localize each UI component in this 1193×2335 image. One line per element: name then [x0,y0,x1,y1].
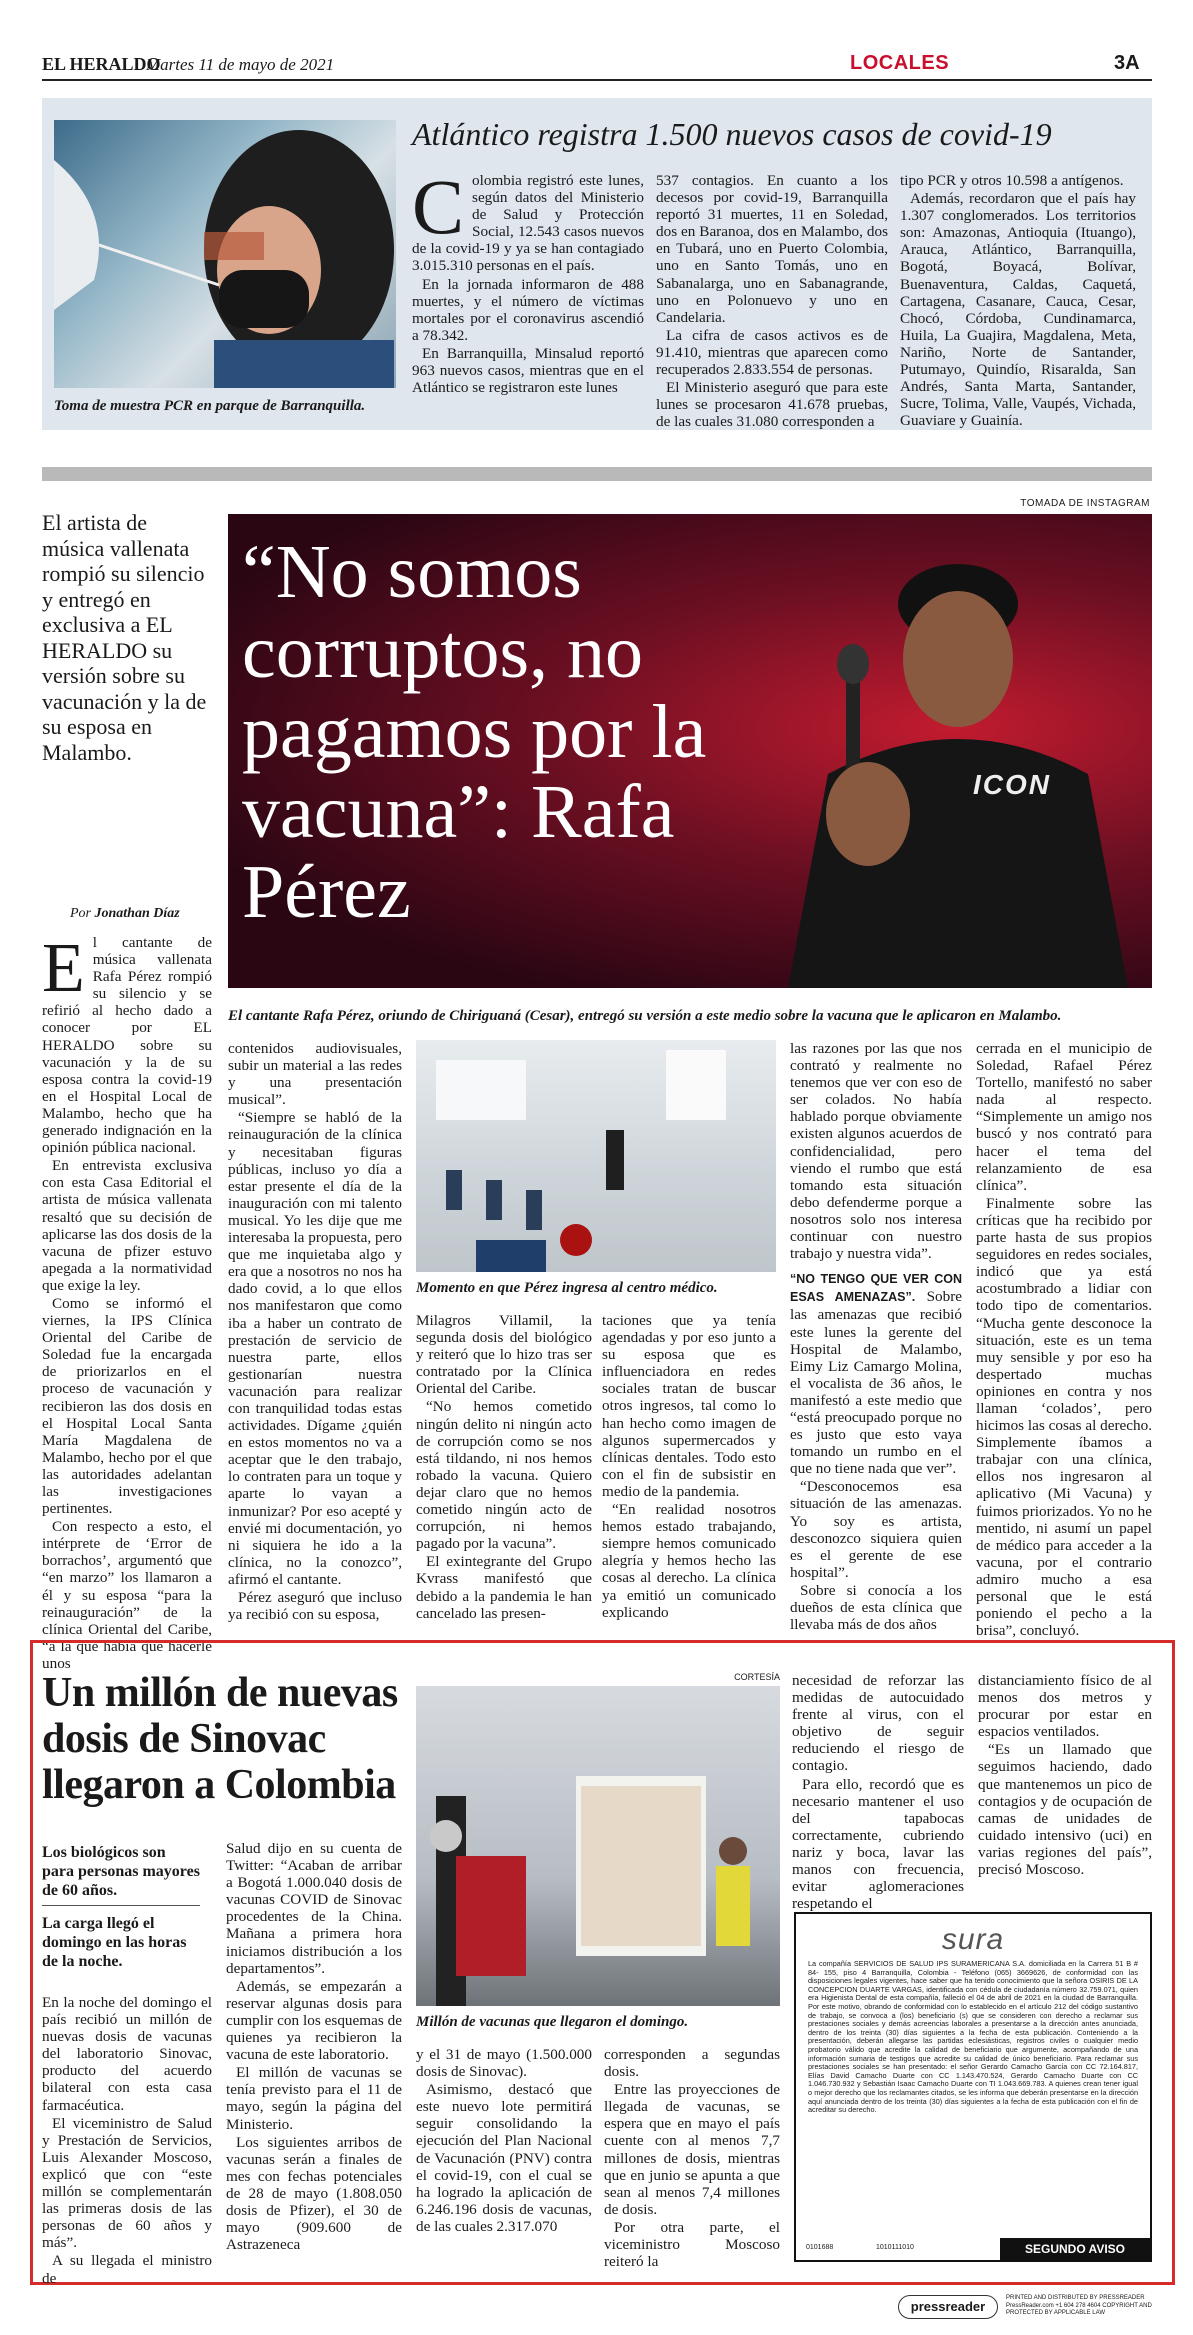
sinovac-col-5 [792,1672,964,1913]
header-rule [42,79,1152,81]
sinovac-headline: Un millón de nuevas dosis de Sinovac llegaron a Colombia [42,1670,398,1808]
sinovac-paragraph: Los siguientes arribos de vacunas serán a finales de mes con fechas potenciales de 28 de mayo (1.808.050 dosis de Pfizer), el 30 de mayo (909.600 de Astrazeneca [226,2133,402,2254]
rafa-dropcap: E [42,930,85,1007]
clinic-photo [416,1040,776,1272]
covid-paragraph: El Ministerio aseguró que para este lunes se procesaron 41.678 pruebas, de las cuales 31.080 corresponden a [656,379,888,431]
rafa-paragraph: Como se informó el viernes, la IPS Clínica Oriental del Caribe de Soledad fue la encargada de priorizarlos en el proceso de vacunación y recibieron las dos dosis en el Hospital Local Santa María Magdalena de Malambo, hecho por el que las autoridades adelantan las investigaciones pertinentes. [42,1294,212,1518]
rafa-paragraph: taciones que ya tenía agendadas y por eso junto a su esposa que es influenciadora en redes sociales tratan de buscar otros ingresos, tal como lo han hecho como imagen de algunos supermercados y clínicas dentales. Todo esto con el fin de subsistir en medio de la pandemia. [602,1312,776,1500]
rafa-paragraph: contenidos audiovisuales, subir un material a las redes y una presentación musical”. [228,1040,402,1109]
pressreader-notice: PRINTED AND DISTRIBUTED BY PRESSREADER PressReader.com +1 604 278 4604 COPYRIGHT AND PROTECTED BY APPLICABLE LAW [1006,2295,1152,2316]
rafa-paragraph: El exintegrante del Grupo Kvrass manifestó que debido a la pandemia le han cancelado las presen- [416,1553,592,1622]
rafa-deck: El artista de música vallenata rompió su silencio y entregó en exclusiva a EL HERALDO su versión sobre su vacunación y la de su esposa en Malambo. [42,510,207,765]
sinovac-deck-1: Los biológicos son para personas mayores de 60 años. [42,1844,200,1899]
rafa-headline: “No somos corruptos, no pagamos por la vacuna”: Rafa Pérez [242,530,707,934]
covid-col-2 [656,172,888,431]
sura-footer [796,2238,1150,2260]
sinovac-paragraph: A su llegada el ministro de [42,2252,212,2287]
section-separator [42,467,1152,481]
covid-paragraph: La cifra de casos activos es de 91.410, mientras que aparecen como recuperados 2.833.554 de personas. [656,326,888,379]
pressreader-brand: pressreader [910,2299,986,2314]
page-header [42,50,1152,80]
rafa-col-4 [602,1312,776,1622]
covid-col-1 [412,163,644,397]
rafa-paragraph: “No hemos cometido ningún delito ni ningún acto de corrupción como se nos está tildando, ni nos hemos robado la vacuna. Quiero dejar claro que no hemos cometido ningún acto de corrupción, ni hemos pagado por la vacuna”. [416,1398,592,1553]
shirt-logo: ICON [973,769,1051,800]
clinic-illustration [416,1040,776,1272]
rafa-subhead: “NO TENGO QUE VER CON ESAS AMENAZAS”. [790,1272,962,1305]
rafa-paragraph: “Siempre se habló de la reinauguración de la clínica y necesitaban figuras públicas, incluso yo día a estar presente el día de la inauguración con mi talento musical. Yo les dije que me interesaba la propuesta, pero que me inquietaba algo y era que a nosotros no nos ha dado covid, a lo que ellos nos manifestaron que como iba a haber un contrato de prestación de servicio de nuestra parte, ellos gestionarían nuestra vacunación para realizar con tranquilidad todas estas actividades. Dígame ¿quién en estos momentos no va a aceptar que le den trabajo, lo contraten para un toque y aparte lo vayan a inmunizar? Por eso acepté y envié mi documentación, yo ni siquiera he ido a la clínica, no la conozco”, afirmó el cantante. [228,1109,402,1588]
rafa-caption: El cantante Rafa Pérez, oriundo de Chiriguaná (Cesar), entregó su versión a este medio sobre la vacuna que le aplicaron en Malambo. [228,1008,1062,1024]
sinovac-col-4 [604,2046,780,2271]
sinovac-col-1 [42,1994,212,2288]
rafa-paragraph: Pérez aseguró que incluso ya recibió con su esposa, [228,1589,402,1624]
sinovac-paragraph: Salud dijo en su cuenta de Twitter: “Acaban de arribar a Bogotá 1.000.040 dosis de vacunas COVID de Sinovac procedentes de la China. Mañana a primera hora iniciamos distribución a los departamentos”. [226,1840,402,1977]
covid-col-3 [900,172,1136,430]
covid-paragraph: 537 contagios. En cuanto a los decesos por covid-19, Barranquilla reportó 31 muertes, 11 en Soledad, dos en Baranoa, dos en Malambo, dos en Tubará, uno en Puerto Colombia, uno en Santo Tomás, uno en Sabanalarga, uno en Sabanagrande, uno en Polonuevo y uno en Candelaria. [656,172,888,326]
deck-rule [42,1905,200,1906]
rafa-col-5 [790,1040,962,1634]
ad-code: 0101688 [806,2244,834,2251]
header-date: Martes 11 de mayo de 2021 [146,55,335,74]
sinovac-paragraph: corresponden a segundas dosis. [604,2046,780,2081]
rafa-col-1 [42,930,212,1673]
vaccine-caption: Millón de vacunas que llegaron el domingo. [416,2014,689,2030]
pcr-illustration [54,120,396,388]
sinovac-col-6 [978,1672,1152,1879]
covid-paragraph: En Barranquilla, Minsalud reportó 963 nuevos casos, mientras que en el Atlántico se registraron este lunes [412,344,644,397]
rafa-paragraph: Sobre si conocía a los dueños de esta clínica que llevaba más de dos años [790,1581,962,1634]
sinovac-paragraph: Además, se empezarán a reservar algunas dosis para cumplir con los esquemas de quienes ya recibieron la vacuna de este laboratorio. [226,1977,402,2064]
clinic-caption: Momento en que Pérez ingresa al centro médico. [416,1280,718,1296]
sinovac-paragraph: Entre las proyecciones de llegada de vacunas, se espera que en mayo el país cuente con al menos 7,7 millones de dosis, mientras que en junio se apunta a que sean al menos 7,4 millones de dosis. [604,2081,780,2218]
rafa-paragraph: las razones por las que nos contrató y realmente no tenemos que ver con eso de ser colados. No había hablado porque obviamente existen algunos acuerdos de confidencialidad, pero viendo el rumbo que está tomando esta situación debo defenderme porque a nosotros solo nos interesa continuar con nuestro trabajo y nuestra vida”. [790,1040,962,1263]
covid-paragraph: tipo PCR y otros 10.598 a antígenos. [900,172,1124,189]
rafa-subhead-para [790,1270,962,1477]
rafa-col-3 [416,1312,592,1623]
sinovac-paragraph: distanciamiento físico de al menos dos metros y procurar por estar en espacios ventilados. [978,1672,1152,1741]
rafa-paragraph: Milagros Villamil, la segunda dosis del biológico y reiteró que lo hizo tras ser contratado por la Clínica Oriental del Caribe. [416,1312,592,1398]
byline-author: Jonathan Díaz [94,906,180,921]
sinovac-paragraph: Asimismo, destacó que este nuevo lote permitirá seguir consolidando la ejecución del Plan Nacional de Vacunación (PNV) contra el covid-19, con el cual se ha logrado la aplicación de 6.246.196 dosis de vacunas, de las cuales 2.317.070 [416,2081,592,2235]
second-notice-badge: SEGUNDO AVISO [1000,2238,1150,2260]
page-number: 3A [1114,52,1140,74]
sinovac-col-2 [226,1840,402,2254]
byline [70,906,180,922]
sinovac-paragraph: y el 31 de mayo (1.500.000 dosis de Sinovac). [416,2046,592,2081]
vaccine-illustration [416,1686,780,2006]
sinovac-paragraph: En la noche del domingo el país recibió un millón de nuevas dosis de vacunas del laboratorio Sinovac, producto del acuerdo bilateral con esta casa farmacéutica. [42,1994,212,2114]
pressreader-footer [898,2293,1152,2323]
rafa-hero-photo [228,514,1152,988]
sinovac-deck-2: La carga llegó el domingo en las horas de la noche. [42,1915,187,1970]
rafa-col-6 [976,1040,1152,1640]
masthead: EL HERALDO [42,54,161,74]
sinovac-col-3 [416,2046,592,2236]
sinovac-paragraph: El viceministro de Salud y Prestación de Servicios, Luis Alexander Moscoso, explicó que con “este millón se complementarán las primeras dosis de las personas de 60 años y más”. [42,2114,212,2252]
pcr-photo [54,120,396,388]
ad-code-2: 1010111010 [876,2244,914,2251]
sinovac-paragraph: necesidad de reforzar las medidas de autocuidado frente al virus, con el objetivo de seguir reduciendo el riesgo de contagio. [792,1672,964,1775]
section-label: LOCALES [850,52,950,74]
rafa-paragraph: Con respecto a esto, el intérprete de ‘Error de borrachos’, argumentó que “en marzo” los llamaron a él y su esposa “para la reinauguración” de la clínica Oriental del Caribe, “a la que había que hacerle unos [42,1518,212,1672]
sinovac-credit: CORTESÍA [734,1672,780,1682]
covid-dropcap: C [412,163,465,250]
pressreader-logo [898,2295,998,2319]
covid-headline: Atlántico registra 1.500 nuevos casos de covid-19 [412,116,1052,152]
sinovac-paragraph: Para ello, recordó que es necesario mantener el uso del tapabocas correctamente, cubriendo nariz y boca, lavar las manos con frecuencia, evitar aglomeraciones respetando el [792,1775,964,1913]
rafa-col-2 [228,1040,402,1624]
sura-notice-text: La compañía SERVICIOS DE SALUD IPS SURAMERICANA S.A. domiciliada en la Carrera 51 B # 84- 155, piso 4 Barranquilla, Colombia - Teléfono (065) 3669626, de conformidad con las disposiciones legales vigentes, hace saber que ha tenido conocimiento que la señora OSIRIS DE LA CONCEPCION DUARTE VARGAS, identificada con cédula de ciudadanía número 32.759.071, quien era Higienista Dental de esta compañía, falleció el 04 de abril de 2021 en la ciudad de Barranquilla. Por este motivo, obrando de conformidad con lo establecido en el artículo 212 del código sustantivo de trabajo, se convoca a (los) beneficiario (s) que se consideren con derecho a reclamar sus prestaciones sociales y demás acreencias laborales a presentarse a la dirección antes anunciada, dentro de los treinta (30) días siguientes a la fecha de esta publicación. Conteniendo a la presentación, deberán allegarse las partidas eclesiásticas, registros civiles o cualquier medio probatorio válido que acredite la calidad de beneficiario que argumente, acompañando de una información sumaria de testigos que acredite su calidad de único beneficiario. Para reclamar sus prestaciones sociales se han presentado: el señor Gerardo Camacho García con CC 72.164.817, Elías David Camacho Duarte con CC 1.143.470.524, Gerardo Camacho Duarte con CC 1.046.730.932 y Sebastián Isaac Camacho Duarte con TI 1.043.669.783. A quienes crean tener igual o mejor derecho que los reclamantes citados, se les informa que deberán presentarse en la dirección aquí anunciada dentro de los treinta (30) días siguientes a la fecha de esta publicación con el fin de acreditar su derecho. [808,1960,1138,2115]
sinovac-paragraph: El millón de vacunas se tenía previsto para el 11 de mayo, según la página del Ministerio. [226,2064,402,2133]
rafa-paragraph: cerrada en el municipio de Soledad, Rafael Pérez Tortello, manifestó no saber nada al respecto. “Simplemente un amigo nos buscó y nos contrató para hacer el tema del relanzamiento de esa clínica”. [976,1040,1152,1194]
rafa-paragraph: l cantante de música vallenata Rafa Pérez rompió su silencio y se refirió al hecho dado a conocer por EL HERALDO sobre su vacunación y la de su esposa contra la covid-19 en el Hospital Local de Malambo, hecho que ha generado indignación en la opinión pública nacional. [42,934,212,1157]
rafa-paragraph: Sobre las amenazas que recibió este lunes la gerente del Hospital de Malambo, Eimy Liz Camargo Molina, el vocalista de 36 años, le manifestó a este medio que “está preocupado porque no es justo que esto vaya tomando un rumbo en el que no tiene nada que ver”. [790,1288,962,1478]
covid-paragraph: olombia registró este lunes, según datos del Ministerio de Salud y Protección Social, 12.543 casos nuevos de la covid-19 y ya se han contagiado 3.015.310 personas en el país. [412,172,644,275]
rafa-paragraph: “Desconocemos esa situación de las amenazas. Yo soy es artista, desconozco siquiera quien es el gerente de ese hospital”. [790,1478,962,1581]
sura-logo: sura [941,1923,1005,1956]
pcr-caption: Toma de muestra PCR en parque de Barranquilla. [54,398,366,414]
byline-prefix: Por [70,906,91,921]
rafa-paragraph: “En realidad nosotros hemos estado trabajando, siempre hemos comunicado alegría y hemos hecho las cosas al derecho. La clínica ya emitió un comunicado explicando [602,1501,776,1621]
sinovac-paragraph: Por otra parte, el viceministro Moscoso reiteró la [604,2218,780,2271]
rafa-paragraph: Finalmente sobre las críticas que ha recibido por parte hasta de sus propios seguidores en redes sociales, indicó que ya está acostumbrado a lidiar con todo tipo de comentarios. “Mucha gente desconoce la situación, este es un tema muy sensible y por eso ha despertado muchas opiniones en contra y nos llaman ‘colados’, pero hicimos las cosas al derecho. Simplemente íbamos a trabajar con una clínica, ellos nos ingresaron al aplicativo (Mi Vacuna) y fuimos priorizados. Yo no he mentido, ni asumí un papel de médico para acceder a la vacuna, por el contrario admiro mucho a esa personal que le está poniendo el pecho a la brisa”, concluyó. [976,1194,1152,1640]
photo-credit: TOMADA DE INSTAGRAM [1020,498,1150,509]
sinovac-paragraph: “Es un llamado que seguimos haciendo, dado que mantenemos un pico de contagios y de ocupación de camas de unidades de cuidado intensivo (uci) en varias regiones del país”, precisó Moscoso. [978,1741,1152,1879]
covid-paragraph: En la jornada informaron de 488 muertes, y el número de víctimas mortales por el coronavirus ascendió a 78.342. [412,275,644,344]
vaccine-photo [416,1686,780,2006]
covid-paragraph: Además, recordaron que el país hay 1.307 conglomerados. Los territorios son: Amazonas, Antioquia (Ituango), Arauca, Atlántico, Barranquilla, Bogotá, Boyacá, Bolívar, Buenaventura, Caldas, Caquetá, Cartagena, Casanare, Cauca, Cesar, Chocó, Córdoba, Cundinamarca, Huila, La Guajira, Magdalena, Meta, Nariño, Norte de Santander, Putumayo, Quindío, Risaralda, San Andrés, Santa Marta, Santander, Sucre, Tolima, Valle, Vaupés, Vichada, Guaviare y Guainía. [900,190,1136,430]
rafa-paragraph: En entrevista exclusiva con esta Casa Editorial el artista de música vallenata resaltó que su decisión de aplicarse las dos dosis de la vacuna de pfizer estuvo apegada a la normatividad que exige la ley. [42,1157,212,1294]
sura-ad [794,1912,1152,2262]
